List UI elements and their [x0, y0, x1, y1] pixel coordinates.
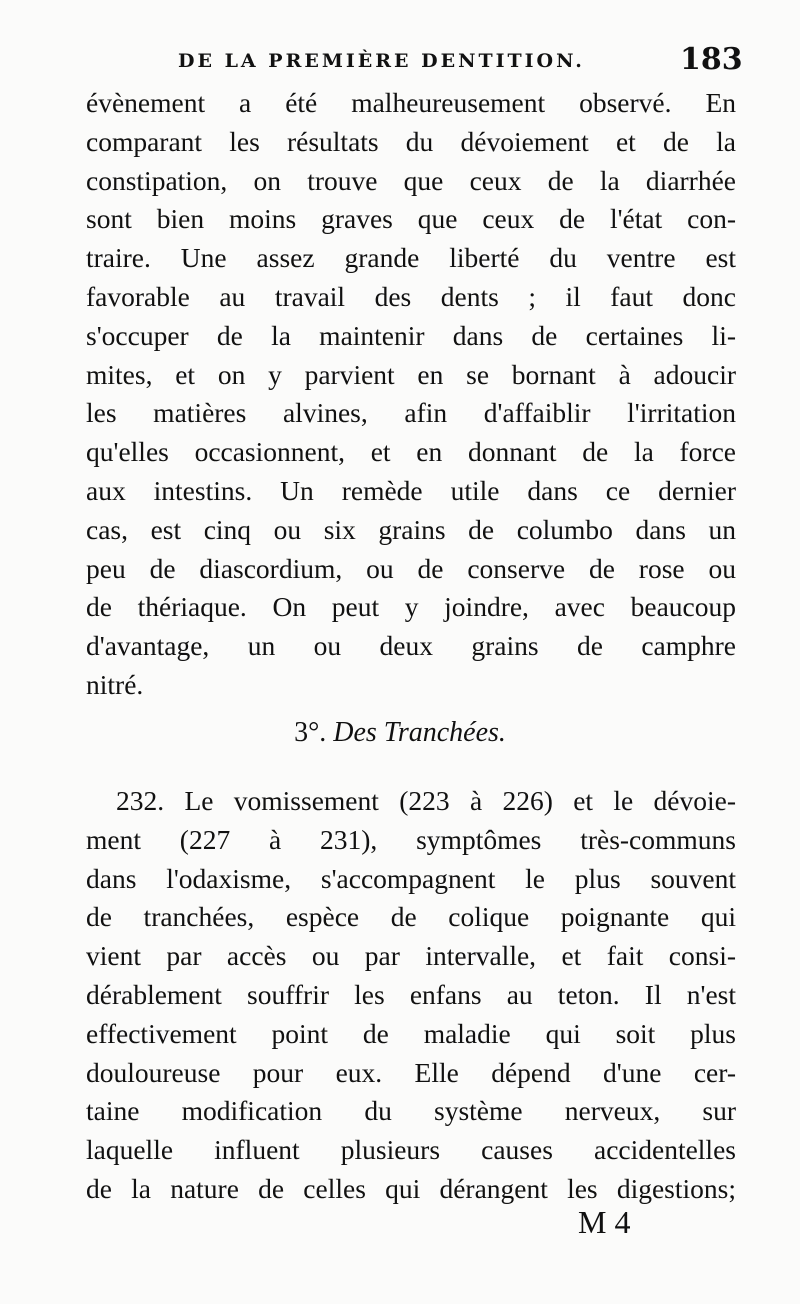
text-line: mites, et on y parvient en se bornant à adoucir — [86, 358, 736, 390]
text-line: s'occuper de la maintenir dans de certaines li- — [86, 319, 736, 351]
text-line: ment (227 à 231), symptômes très-communs — [86, 823, 736, 855]
text-line: dérablement souffrir les enfans au teton. Il n'est — [86, 978, 736, 1010]
text-line: cas, est cinq ou six grains de columbo dans un — [86, 513, 736, 545]
text-line: peu de diascordium, ou de conserve de rose ou — [86, 552, 736, 584]
text-line: de thériaque. On peut y joindre, avec beaucoup — [86, 591, 736, 623]
signature-mark: M 4 — [578, 1204, 631, 1240]
text-line: laquelle influent plusieurs causes accidentelles — [86, 1134, 736, 1166]
text-line: de la nature de celles qui dérangent les digestions; — [86, 1172, 736, 1204]
paragraph-2 — [86, 782, 736, 1209]
text-line: sont bien moins graves que ceux de l'état con- — [86, 203, 736, 235]
section-heading — [0, 717, 800, 749]
text-line: constipation, on trouve que ceux de la diarrhée — [86, 164, 736, 196]
text-line: nitré. — [86, 668, 144, 700]
text-line: vient par accès ou par intervalle, et fait consi- — [86, 940, 736, 972]
text-line: de tranchées, espèce de colique poignante qui — [86, 901, 736, 933]
text-line: d'avantage, un ou deux grains de camphre — [86, 630, 736, 662]
text-line: évènement a été malheureusement observé. En — [86, 87, 736, 118]
text-line: aux intestins. Un remède utile dans ce dernier — [86, 474, 736, 506]
text-line: favorable au travail des dents ; il faut donc — [86, 280, 736, 312]
text-line: 232. Le vomissement (223 à 226) et le dévoie- — [116, 785, 736, 816]
section-number: 3°. — [294, 717, 327, 748]
page-number: 183 — [680, 42, 743, 77]
section-title: Des Tranchées. — [333, 717, 506, 748]
running-title: DE LA PREMIÈRE DENTITION. — [178, 50, 585, 72]
text-line: comparant les résultats du dévoiement et de la — [86, 125, 736, 157]
text-line: qu'elles occasionnent, et en donnant de la force — [86, 436, 736, 468]
text-line: les matières alvines, afin d'affaiblir l'irritation — [86, 397, 736, 429]
text-line: dans l'odaxisme, s'accompagnent le plus souvent — [86, 862, 736, 894]
paragraph-1 — [86, 84, 736, 705]
text-line: douloureuse pour eux. Elle dépend d'une cer- — [86, 1056, 736, 1088]
text-line: effectivement point de maladie qui soit plus — [86, 1017, 736, 1049]
text-line: traire. Une assez grande liberté du ventre est — [86, 242, 736, 274]
text-line: taine modification du système nerveux, sur — [86, 1095, 736, 1127]
